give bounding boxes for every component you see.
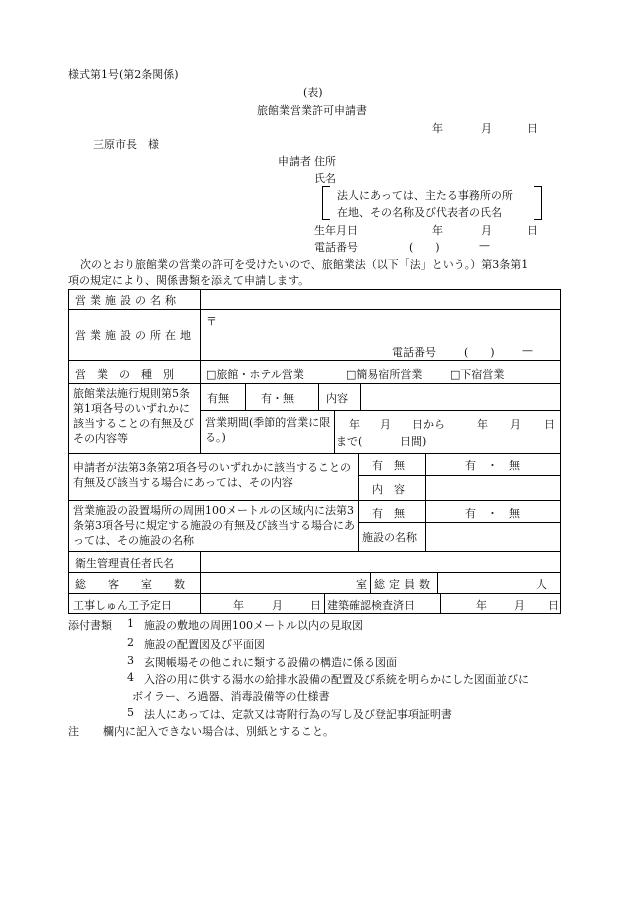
corporate-note-line1: 法人にあっては、主たる事務所の所 bbox=[337, 189, 513, 202]
disqualification-content-field[interactable] bbox=[427, 477, 559, 499]
inspection-month: 月 bbox=[514, 599, 525, 612]
date-month-unit: 月 bbox=[481, 122, 492, 135]
period-until: まで( bbox=[336, 435, 363, 448]
birth-year-unit: 年 bbox=[432, 224, 443, 237]
form-side-label: (表) bbox=[303, 86, 323, 99]
nearby-yes-no[interactable]: 有 ・ 無 bbox=[465, 507, 520, 520]
note-label: 注 bbox=[68, 725, 79, 738]
sanitation-manager-label: 衛生管理責任者氏名 bbox=[75, 557, 174, 570]
period-end-day: 日 bbox=[544, 418, 555, 431]
business-type-option-ryokan-hotel[interactable]: □旅館・ホテル営業 bbox=[206, 368, 304, 381]
intro-line2: 項の規定により、関係書類を添えて申請します。 bbox=[68, 274, 310, 287]
attachment-5: 法人にあっては、定款又は寄附行為の写し及び登記事項証明書 bbox=[144, 708, 452, 721]
facility-name-label: 営業施設の名称 bbox=[75, 294, 180, 307]
form-number: 様式第1号(第2条関係) bbox=[68, 68, 179, 81]
birth-month-unit: 月 bbox=[481, 224, 492, 237]
period-end-month: 月 bbox=[510, 418, 521, 431]
facility-phone-dash: — bbox=[522, 344, 533, 357]
birthdate-label: 生年月日 bbox=[314, 224, 358, 237]
period-days: 日間) bbox=[400, 435, 427, 448]
period-start-year: 年 bbox=[349, 418, 360, 431]
phone-dash: — bbox=[479, 239, 490, 252]
rule-presence-label: 有無 bbox=[207, 392, 229, 405]
attachment-2-number: 2 bbox=[127, 636, 134, 649]
period-end-year: 年 bbox=[477, 418, 488, 431]
inspection-year: 年 bbox=[476, 599, 487, 612]
attachment-3-number: 3 bbox=[127, 654, 134, 667]
nearby-presence-label: 有 無 bbox=[372, 507, 405, 520]
nearby-facility-name-label: 施設の名称 bbox=[362, 531, 417, 544]
disqualification-content-label: 内 容 bbox=[372, 483, 405, 496]
phone-paren: ( ) bbox=[409, 241, 440, 254]
attachment-4-line2: ボイラー、ろ過器、消毒設備等の仕様書 bbox=[132, 690, 330, 703]
corporate-note-line2: 在地、その名称及び代表者の氏名 bbox=[337, 206, 502, 219]
rule-label: 旅館業法施行規則第5条第1項各号のいずれかに該当することの有無及びその内容等 bbox=[73, 387, 194, 445]
total-rooms-unit: 室 bbox=[356, 578, 367, 591]
period-start-day: 日から bbox=[412, 418, 445, 431]
total-capacity-unit: 人 bbox=[536, 578, 547, 591]
birth-day-unit: 日 bbox=[527, 224, 538, 237]
construction-completion-label: 工事しゅん工予定日 bbox=[73, 599, 172, 612]
intro-line1: 次のとおり旅館業の営業の許可を受けたいので、旅館業法（以下「法」という。）第3条第1 bbox=[80, 258, 529, 271]
business-type-option-boarding[interactable]: □下宿営業 bbox=[450, 368, 505, 381]
attachment-2: 施設の配置図及び平面図 bbox=[144, 638, 265, 651]
building-inspection-label: 建築確認検査済日 bbox=[327, 599, 415, 612]
disqualification-presence-label: 有 無 bbox=[372, 459, 405, 472]
facility-location-field[interactable] bbox=[202, 311, 559, 359]
attachments-label: 添付書類 bbox=[68, 619, 112, 632]
business-type-option-simple-lodging[interactable]: □簡易宿所営業 bbox=[346, 368, 423, 381]
rule-content-field[interactable] bbox=[362, 385, 559, 409]
inspection-day: 日 bbox=[548, 599, 559, 612]
note-text: 欄内に記入できない場合は、別紙とすること。 bbox=[103, 725, 334, 738]
addressee: 三原市長 様 bbox=[93, 138, 159, 151]
attachment-1: 施設の敷地の周囲100メートル以内の見取図 bbox=[144, 619, 363, 632]
rule-yes-no[interactable]: 有・無 bbox=[261, 392, 294, 405]
business-type-label: 営 業 の 種 別 bbox=[75, 368, 174, 381]
total-capacity-label: 総定員数 bbox=[374, 578, 434, 591]
construction-year: 年 bbox=[233, 599, 244, 612]
attachment-4-line1: 入浴の用に供する湯水の給排水設備の配置及び系統を明らかにした図面並びに bbox=[144, 673, 529, 686]
construction-month: 月 bbox=[272, 599, 283, 612]
construction-day: 日 bbox=[310, 599, 321, 612]
date-day-unit: 日 bbox=[527, 122, 538, 135]
sanitation-manager-field[interactable] bbox=[202, 553, 559, 571]
attachment-3: 玄関帳場その他これに類する設備の構造に係る図面 bbox=[144, 656, 397, 669]
facility-name-field[interactable] bbox=[202, 291, 559, 308]
nearby-facilities-label: 営業施設の設置場所の周囲100メートルの区域内に法第3条第3項各号に規定する施設の有無及び該当する場合にあっては、その施設の名称 bbox=[73, 504, 355, 547]
facility-location-label: 営業施設の所在地 bbox=[75, 329, 195, 342]
nearby-facility-name-field[interactable] bbox=[427, 524, 559, 550]
applicant-label: 申請者 bbox=[278, 155, 311, 168]
phone-label: 電話番号 bbox=[314, 241, 358, 254]
total-rooms-label: 総 客 室 数 bbox=[75, 578, 185, 591]
postal-mark: 〒 bbox=[206, 315, 217, 328]
name-label: 氏名 bbox=[314, 172, 336, 185]
attachment-1-number: 1 bbox=[127, 617, 134, 630]
facility-phone-label: 電話番号 bbox=[392, 346, 436, 359]
period-start-month: 月 bbox=[380, 418, 391, 431]
attachment-4-number: 4 bbox=[127, 671, 134, 684]
disqualification-label: 申請者が法第3条第2項各号のいずれかに該当することの有無及び該当する場合にあっては、その内容 bbox=[73, 461, 351, 489]
rule-content-label: 内容 bbox=[326, 392, 348, 405]
facility-phone-paren: ( ) bbox=[464, 346, 495, 359]
document-title: 旅館業営業許可申請書 bbox=[257, 104, 367, 117]
disqualification-yes-no[interactable]: 有 ・ 無 bbox=[465, 459, 520, 472]
date-year-unit: 年 bbox=[432, 122, 443, 135]
attachment-5-number: 5 bbox=[127, 706, 134, 719]
address-label: 住所 bbox=[314, 155, 336, 168]
business-period-label: 営業期間(季節的営業に限る。) bbox=[205, 416, 331, 444]
